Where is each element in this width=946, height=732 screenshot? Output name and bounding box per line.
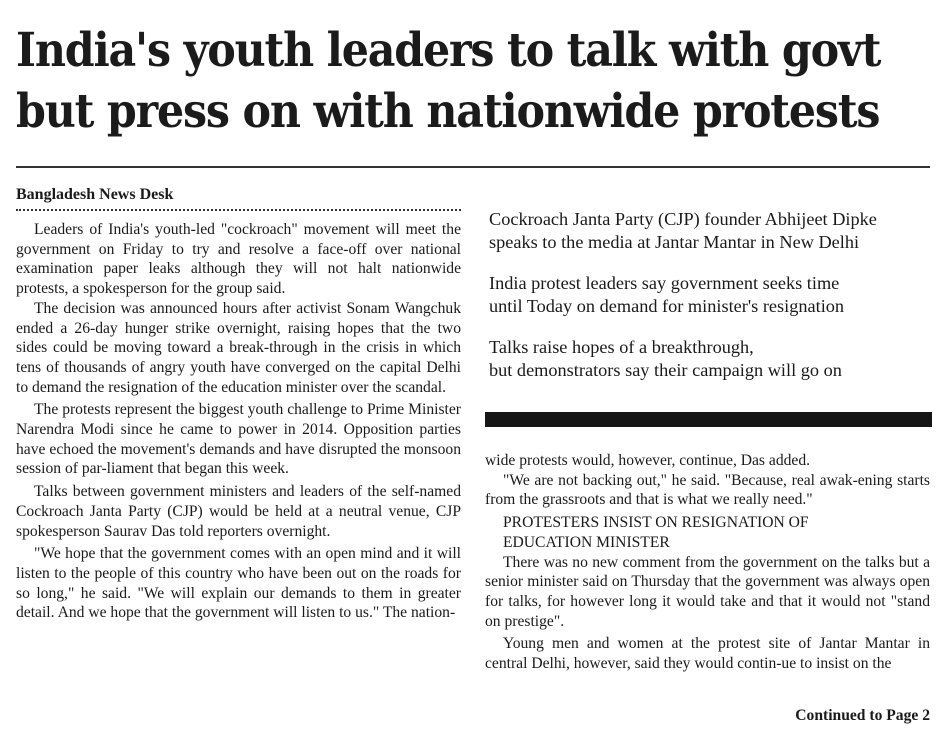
paragraph: There was no new comment from the government on the talks but a senior minister said on Thursday that the government was always open for talks, for however long it would take and that it would not "stand on prestige". xyxy=(485,553,930,630)
pull-quote-1-line-2: speaks to the media at Jantar Mantar in New Delhi xyxy=(489,231,860,252)
byline-dotted-rule xyxy=(16,209,461,211)
headline-rule xyxy=(16,166,930,168)
pull-quote-1-line-1: Cockroach Janta Party (CJP) founder Abhijeet Dipke xyxy=(489,209,877,229)
paragraph: Leaders of India's youth-led "cockroach" movement will meet the government on Friday to try and resolve a face-off over national examination paper leaks although they will not halt nationwide protests, a spokesperson for the group said. xyxy=(16,221,461,298)
headline-line-1: India's youth leaders to talk with govt xyxy=(16,23,881,78)
left-column xyxy=(16,220,461,623)
paragraph-continuation: wide protests would, however, continue, Das added. xyxy=(485,452,811,469)
paragraph: "We are not backing out," he said. "Because, real awak-ening starts from the grassroots and that is what we really need." xyxy=(485,471,930,509)
pull-quote-2-line-1: India protest leaders say government seeks time xyxy=(489,273,840,294)
byline: Bangladesh News Desk xyxy=(16,186,174,203)
paragraph: "We hope that the government comes with an open mind and it will listen to the people of this country who have been out on the roads for so long," he said. "We will explain our demands to them in greater detail. And we hope that the government will listen to us." The nation- xyxy=(16,545,461,622)
continued-to-page-link: Continued to Page 2 xyxy=(795,707,930,724)
headline xyxy=(16,20,881,142)
right-column xyxy=(485,451,930,674)
pull-quote-3-line-1: Talks raise hopes of a breakthrough, xyxy=(489,337,754,358)
section-divider-bar xyxy=(485,412,932,427)
headline-line-2: but press on with nationwide protests xyxy=(16,84,880,139)
pull-quote-3-line-2: but demonstrators say their campaign will go on xyxy=(489,359,842,380)
pull-quote-2-line-2: until Today on demand for minister's resignation xyxy=(489,295,845,316)
paragraph: The decision was announced hours after activist Sonam Wangchuk ended a 26-day hunger strike overnight, raising hopes that the two sides could be moving toward a break-through in the crisis in which tens of thousands of angry youth have converged on the capital Delhi to demand the resignation of the education minister over the scandal. xyxy=(16,299,461,396)
paragraph: Talks between government ministers and leaders of the self-named Cockroach Janta Party (CJP) would be held at a neutral venue, CJP spokesperson Saurav Das told reporters overnight. xyxy=(16,483,461,540)
pull-quotes xyxy=(489,208,934,382)
paragraph: The protests represent the biggest youth challenge to Prime Minister Narendra Modi since he came to power in 2014. Opposition parties have echoed the movement's demands and have disrupted the monsoon session of par-liament that began this week. xyxy=(16,401,461,478)
subhead-line-2: EDUCATION MINISTER xyxy=(503,533,670,551)
subhead-line-1: PROTESTERS INSIST ON RESIGNATION OF xyxy=(503,514,809,532)
paragraph: Young men and women at the protest site of Jantar Mantar in central Delhi, however, said they would contin-ue to insist on the xyxy=(485,635,930,673)
